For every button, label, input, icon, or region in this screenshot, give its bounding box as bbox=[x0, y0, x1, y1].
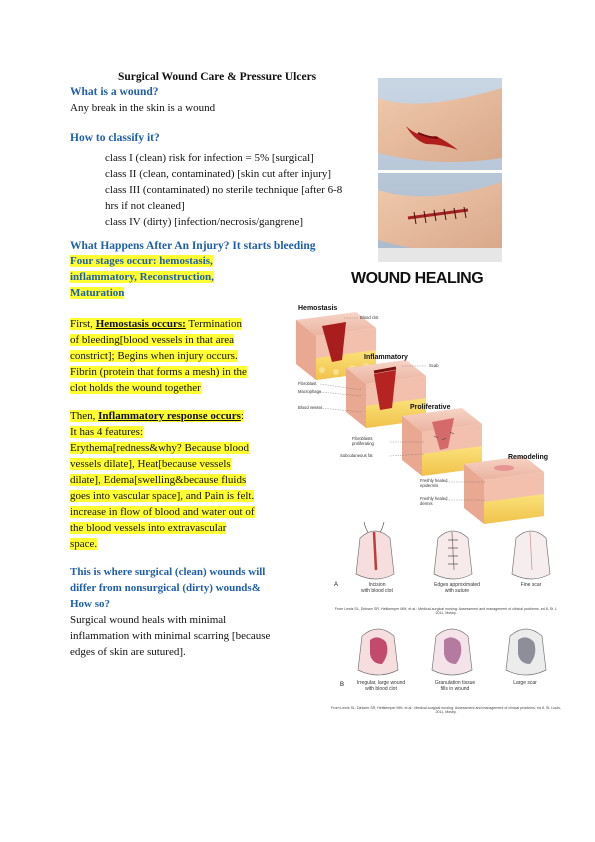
diagram-a: A Incision with blood clot Edges approximated with suture Fine scar bbox=[330, 518, 580, 624]
remodeling-block bbox=[464, 456, 544, 524]
class-item: class IV (dirty) [infection/necrosis/gangrene] bbox=[105, 216, 304, 228]
label-freshly-healed-epidermis bbox=[420, 478, 447, 488]
stages-line: Maturation bbox=[70, 287, 125, 299]
inflammatory-line: the blood vessels into extravascular bbox=[70, 522, 227, 534]
answer-what-is-wound: Any break in the skin is a wound bbox=[70, 102, 216, 114]
credit-b bbox=[302, 706, 590, 714]
inflammatory-line: Erythema[redness&why? Because blood bbox=[70, 442, 249, 454]
surgical-healing-text bbox=[70, 612, 300, 660]
stage-remodeling: Remodeling bbox=[508, 454, 549, 461]
class-item: class III (contaminated) no sterile technique [after 6-8 bbox=[105, 184, 343, 196]
hemostasis-line: Termination bbox=[185, 318, 242, 330]
caption-line: Large scar bbox=[513, 680, 537, 686]
credit-a bbox=[302, 607, 590, 615]
label-macrophage: Macrophage bbox=[298, 389, 322, 394]
heading-surgical-vs-nonsurgical bbox=[70, 564, 300, 612]
caption-line: with suture bbox=[444, 588, 470, 594]
caption-b3 bbox=[500, 680, 550, 686]
hemostasis-paragraph bbox=[70, 316, 270, 396]
caption-a2 bbox=[426, 582, 488, 594]
stage-inflammatory: Inflammatory bbox=[364, 354, 408, 361]
credit-line: 2011, Mosby. bbox=[435, 611, 457, 615]
caption-line: Granulation tissue bbox=[434, 680, 476, 686]
diagram-b-irregular-wound bbox=[358, 629, 398, 675]
label-fibroblasts-proliferating bbox=[352, 436, 374, 446]
hemostasis-label: Hemostasis occurs: bbox=[95, 318, 186, 330]
label-freshly-healed-dermis bbox=[420, 496, 447, 506]
wound-healing-diagram bbox=[292, 300, 592, 530]
label-blood-clot: Blood clot bbox=[360, 315, 379, 320]
caption-a3 bbox=[506, 582, 556, 588]
caption-line: with blood clot bbox=[361, 588, 393, 594]
credit-line: 2011, Mosby. bbox=[435, 710, 457, 714]
label-subcutaneous-fat: Subcutaneous fat bbox=[340, 453, 373, 458]
caption-line: Irregular, large wound bbox=[356, 680, 406, 686]
hemostasis-line: clot holds the wound together bbox=[70, 382, 201, 394]
class-item: hrs if not cleaned] bbox=[105, 200, 185, 212]
label-line: dermis bbox=[420, 501, 433, 506]
differ-heading-line: How so? bbox=[70, 598, 111, 610]
inflammatory-line: It has 4 features: bbox=[70, 426, 143, 438]
differ-heading-line: This is where surgical (clean) wounds will bbox=[70, 566, 266, 578]
hemostasis-prefix: First, bbox=[70, 318, 96, 330]
caption-a1 bbox=[352, 582, 402, 594]
credit-line: From Lewis SL, Dirksen SR, Heitkemper MM, et al.: Medical-surgical nursing: Assessment and management of clinical problems, ed 8, St. L bbox=[334, 607, 558, 611]
wound-healing-title: WOUND HEALING bbox=[351, 270, 484, 287]
diagram-b-granulation bbox=[432, 629, 472, 675]
diagram-b-letter: B bbox=[340, 682, 345, 688]
inflammatory-suffix: : bbox=[240, 410, 244, 422]
inflammatory-line: vessels dilate], Heat[because vessels bbox=[70, 458, 231, 470]
diagram-b-large-scar bbox=[506, 629, 546, 675]
inflammatory-prefix: Then, bbox=[70, 410, 99, 422]
label-line: Fibroblasts bbox=[352, 436, 373, 441]
stages-line: Four stages occur: hemostasis, bbox=[70, 255, 213, 267]
page-title: Surgical Wound Care & Pressure Ulcers bbox=[118, 71, 317, 83]
differ-body-line: edges of skin are sutured]. bbox=[70, 646, 186, 658]
inflammatory-label: Inflammatory response occurs bbox=[98, 410, 241, 422]
label-line: Freshly healed bbox=[420, 478, 448, 483]
differ-heading-line: differ from nonsurgical (dirty) wounds& bbox=[70, 582, 261, 594]
inflammatory-line: increase in flow of blood and water out of bbox=[70, 506, 255, 518]
label-scab: Scab bbox=[429, 363, 439, 368]
differ-body-line: inflammation with minimal scarring [because bbox=[70, 630, 271, 642]
inflammatory-line: goes into vascular space], and Pain is felt. bbox=[70, 490, 255, 502]
stage-hemostasis: Hemostasis bbox=[298, 305, 338, 312]
hemostasis-line: constrict]; Begins when injury occurs. bbox=[70, 350, 238, 362]
stage-proliferative: Proliferative bbox=[410, 404, 451, 411]
wound-photo bbox=[378, 78, 502, 262]
heading-classify: How to classify it? bbox=[70, 132, 160, 144]
label-line: Freshly healed bbox=[420, 496, 448, 501]
caption-line: fills in wound bbox=[440, 686, 470, 692]
caption-line: Fine scar bbox=[520, 582, 542, 588]
stages-text bbox=[70, 253, 214, 301]
diagram-a-sutured bbox=[434, 531, 472, 579]
diagram-a-fine-scar bbox=[512, 531, 550, 579]
caption-line: Edges approximated bbox=[434, 582, 480, 588]
heading-after-injury: What Happens After An Injury? It starts bleeding bbox=[70, 240, 316, 252]
label-fibroblast: Fibroblast bbox=[298, 381, 317, 386]
caption-line: with blood clot bbox=[365, 686, 397, 692]
caption-line: Incision bbox=[368, 582, 386, 588]
credit-line: From Lewis SL, Dirksen SR, Heitkemper MM, et al.: Medical-surgical nursing: Assessment and management of clinical problems, ed 8, St. Louis, bbox=[331, 706, 561, 710]
heading-what-is-wound: What is a wound? bbox=[70, 86, 159, 98]
label-line: proliferating bbox=[352, 441, 374, 446]
caption-b1 bbox=[350, 680, 412, 692]
caption-b2 bbox=[424, 680, 486, 692]
inflammatory-paragraph bbox=[70, 408, 285, 552]
hemostasis-line: of bleeding[blood vessels in that area bbox=[70, 334, 235, 346]
inflammatory-line: dilate], Edema[swelling&because fluids bbox=[70, 474, 247, 486]
stages-line: inflammatory, Reconstruction, bbox=[70, 271, 214, 283]
diagram-a-incision bbox=[356, 522, 394, 579]
class-item: class II (clean, contaminated) [skin cut after injury] bbox=[105, 168, 332, 180]
hemostasis-line: Fibrin (protein that forms a mesh) in the bbox=[70, 366, 247, 378]
label-line: epidermis bbox=[420, 483, 439, 488]
class-item: class I (clean) risk for infection = 5% [surgical] bbox=[105, 152, 314, 164]
inflammatory-line: space. bbox=[70, 538, 98, 550]
classification-list bbox=[105, 150, 375, 230]
label-blood-vessel: Blood vessel bbox=[298, 405, 322, 410]
differ-body-line: Surgical wound heals with minimal bbox=[70, 614, 227, 626]
diagram-b bbox=[340, 620, 580, 696]
